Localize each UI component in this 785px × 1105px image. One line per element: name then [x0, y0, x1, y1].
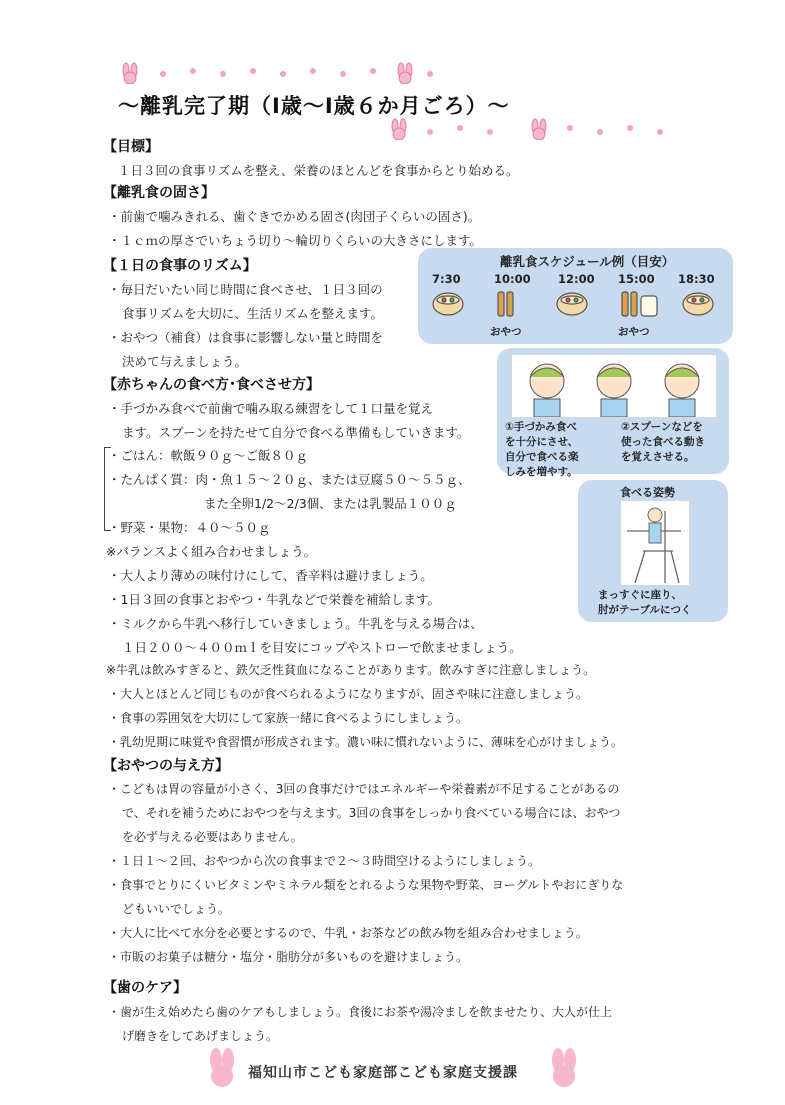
goal-heading: 【目標】 — [103, 139, 159, 155]
eating-illustration — [511, 354, 717, 418]
decoration-top — [118, 62, 438, 82]
schedule-time: 10:00 — [494, 272, 531, 286]
child-high-chair-icon — [621, 501, 689, 585]
teeth-line: ・歯が生え始めたら歯のケアもしましょう。食後にお茶や湯冷ましを飲ませたり、大人が仕上 — [108, 1005, 613, 1019]
schedule-time: 15:00 — [618, 272, 655, 286]
snack-heading: 【おやつの与え方】 — [103, 758, 229, 774]
bunny-flower-garland-icon — [385, 118, 685, 140]
bunny-icon — [204, 1048, 240, 1088]
rhythm-heading: 【１日の食事のリズム】 — [103, 258, 257, 274]
posture-caption: 肘がテーブルにつく — [598, 604, 692, 616]
posture-illustration — [620, 500, 690, 586]
firmness-line: ・前歯で噛みきれる、歯ぐきでかめる固さ(肉団子くらいの固さ)。 — [108, 209, 481, 224]
feeding-line: ・野菜・果物：４０～５０ｇ — [108, 520, 271, 535]
children-eating-icon — [512, 355, 716, 417]
meal-bowls-icon — [426, 288, 726, 322]
firmness-line: ・１ｃｍの厚さでいちょう切り～輪切りくらいの大きさにします。 — [108, 233, 483, 248]
eating-caption-1: しみを増やす。 — [505, 466, 578, 478]
goal-line: １日３回の食事リズムを整え、栄養のほとんどを食事からとり始める。 — [118, 163, 519, 178]
eating-caption-2: ②スプーンなどを — [621, 421, 703, 433]
feeding-line: ・ごはん：軟飯９０ｇ～ご飯８０ｇ — [108, 448, 309, 463]
feeding-line: ・ミルクから牛乳へ移行していきましょう。牛乳を与える場合は、 — [108, 616, 483, 631]
firmness-heading: 【離乳食の固さ】 — [103, 185, 215, 201]
page-title: ～離乳完了期（Ⅰ歳～Ⅰ歳６か月ごろ）～ — [118, 94, 510, 118]
snack-line: ・１日１～２回、おやつから次の食事まで２～３時間空けるようにしましょう。 — [108, 854, 541, 868]
feeding-line: ・乳幼児期に味覚や食習慣が形成されます。濃い味に慣れないように、薄味を心がけましょう。 — [108, 735, 624, 749]
snack-line: どもいいでしょう。 — [122, 902, 231, 916]
schedule-panel — [418, 248, 733, 344]
teeth-heading: 【歯のケア】 — [103, 980, 187, 996]
decoration-right — [385, 118, 685, 140]
feeding-line: ・食事の雰囲気を大切にして家族一緒に食べるようにしましょう。 — [108, 711, 469, 725]
schedule-time: 7:30 — [432, 272, 461, 286]
schedule-time: 18:30 — [678, 272, 715, 286]
teeth-line: げ磨きをしてあげましょう。 — [122, 1029, 279, 1043]
eating-caption-1: を十分にさせ、 — [505, 436, 579, 448]
feeding-line: ・たんぱく質：肉・魚１５～２０ｇ、または豆腐５０～５５ｇ、 — [108, 472, 471, 487]
rhythm-line: 決めて与えましょう。 — [122, 354, 248, 369]
eating-caption-1: 自分で食べる楽 — [505, 451, 579, 463]
bunny-icon — [546, 1048, 582, 1088]
posture-title: 食べる姿勢 — [620, 486, 675, 499]
snack-line: ・食事でとりにくいビタミンやミネラル類をとれるような果物や野菜、ヨーグルトやおにぎりな — [108, 878, 624, 892]
feeding-line: ※バランスよく組み合わせましょう。 — [106, 544, 317, 559]
feeding-line: ・大人とほとんど同じものが食べられるようになりますが、固さや味に注意しましょう。 — [108, 687, 589, 701]
snack-line: ・こどもは胃の容量が小さく、3回の食事だけではエネルギーや栄養素が不足することがあるの — [108, 782, 620, 796]
feeding-line: １日２００～４００ｍｌを目安にコップやストローで飲ませましょう。 — [122, 640, 522, 655]
schedule-time: 12:00 — [558, 272, 595, 286]
rhythm-line: 食事リズムを大切に、生活リズムを整えます。 — [122, 306, 384, 321]
eating-caption-2: 使った食べる動き — [621, 436, 705, 448]
eating-caption-2: を覚えさせる。 — [621, 451, 695, 463]
feeding-line: また全卵1/2～2/3個、または乳製品１００ｇ — [204, 496, 457, 511]
feeding-line: ・大人より薄めの味付けにして、香辛料は避けましょう。 — [108, 568, 433, 583]
snack-label: おやつ — [490, 326, 522, 338]
snack-line: ・大人に比べて水分を必要とするので、牛乳・お茶などの飲み物を組み合わせましょう。 — [108, 926, 588, 940]
bunny-flower-garland-icon — [118, 62, 438, 84]
eating-panel — [497, 348, 729, 478]
feeding-line: ・1日３回の食事とおやつ・牛乳などで栄養を補給します。 — [108, 592, 440, 607]
eating-caption-1: ①手づかみ食べ — [505, 421, 577, 433]
footer-org: 福知山市こども家庭部こども家庭支援課 — [248, 1065, 518, 1081]
rhythm-line: ・おやつ（補食）は食事に影響しない量と時間を — [108, 330, 384, 345]
feeding-line: ・手づかみ食べで前歯で噛み取る練習をして１口量を覚え — [108, 401, 434, 416]
feeding-line: ※牛乳は飲みすぎると、鉄欠乏性貧血になることがあります。飲みすぎに注意しましょう。 — [106, 663, 596, 677]
rhythm-line: ・毎日だいたい同じ時間に食べさせ、１日３回の — [108, 282, 383, 297]
posture-panel — [578, 480, 728, 622]
posture-caption: まっすぐに座り、 — [598, 589, 682, 601]
snack-line: を必ず与える必要はありません。 — [122, 830, 303, 844]
schedule-title: 離乳食スケジュール例（目安） — [500, 254, 675, 269]
snack-label: おやつ — [618, 326, 650, 338]
feeding-heading: 【赤ちゃんの食べ方･食べさせ方】 — [103, 377, 320, 393]
feeding-line: ます。スプーンを持たせて自分で食べる準備もしていきます。 — [122, 425, 470, 440]
snack-line: ・市販のお菓子は糖分・塩分・脂肪分が多いものを避けましょう。 — [108, 950, 469, 964]
snack-line: で、それを補うためにおやつを与えます。3回の食事をしっかり食べている場合には、おやつ — [122, 806, 621, 820]
